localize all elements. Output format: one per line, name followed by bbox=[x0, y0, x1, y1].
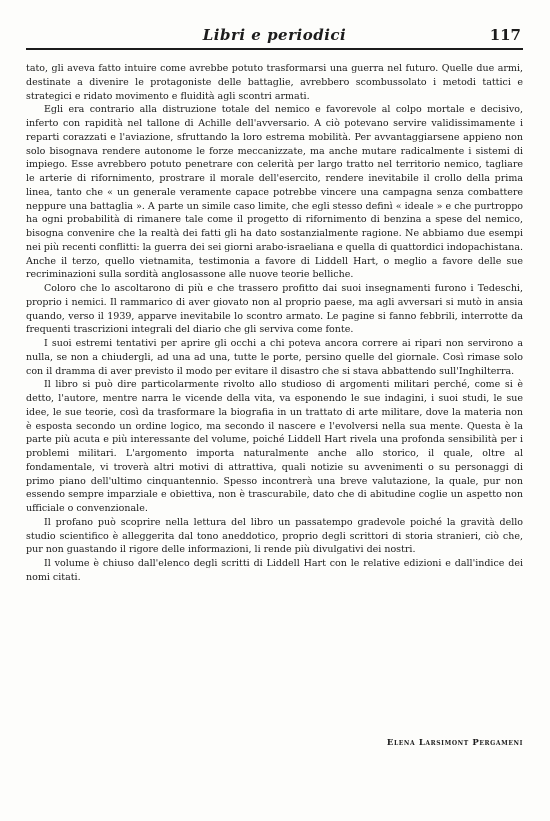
page-number: 117 bbox=[489, 26, 521, 44]
running-title: Libri e periodici bbox=[202, 26, 347, 44]
article-body bbox=[26, 62, 523, 585]
author-signature: Elena Larsimont Pergameni bbox=[386, 738, 523, 748]
paragraph: tato, gli aveva fatto intuire come avrebbe potuto trasformarsi una guerra nel futuro. Quelle due armi, destinate a divenire le protagoniste delle battaglie, avrebbero scombussolato i metodi tattici e strategici e ridato movimento e fluidità agli scontri armati. bbox=[26, 63, 523, 102]
paragraph: Egli era contrario alla distruzione totale del nemico e favorevole al colpo mortale e decisivo, inferto con rapidità nel tallone di Achille dell'avversario. A ciò potevano servire validissimamente i reparti corazzati e l'aviazione, sfruttando la loro estrema mobilità. Per avvantaggiarsene appieno non solo bisognava rendere autonome le forze meccanizzate, ma anche mutare radicalmente i sistemi di impiego. Esse avrebbero potuto penetrare con celerità per largo tratto nel territorio nemico, tagliare le arterie di rifornimento, prostrare il morale dell'esercito, rendere inevitabile il crollo della prima linea, tanto che « un generale veramente capace potrebbe vincere una campagna senza combattere neppure una battaglia ». A parte un simile caso limite, che egli stesso definì « ideale » e che purtroppo ha ogni probabilità di rimanere tale come il progetto di rifornimento di benzina a spese del nemico, bisogna convenire che la realtà dei fatti gli ha dato sostanzialmente ragione. Ne abbiamo due esempi nei più recenti conflitti: la guerra dei sei giorni arabo-israeliana e quella di quattordici indopachistana. Anche il terzo, quello vietnamita, testimonia a favore di Liddell Hart, o meglio a favore delle sue recriminazioni sulla sordità anglosassone alle nuove teorie belliche. bbox=[26, 104, 523, 281]
paragraph: Il libro si può dire particolarmente rivolto allo studioso di argomenti militari perché, come si è detto, l'autore, mentre narra le vicende della vita, va esponendo le sue indagini, i suoi studi, le sue idee, le sue teorie, così da trasformare la biografia in un trattato di arte militare, dove la materia non è esposta secondo un ordine logico, ma secondo il nascere e l'evolversi nella sua mente. Questa è la parte più acuta e più interessante del volume, poiché Liddell Hart rivela una profonda sensibilità per i problemi militari. L'argomento importa naturalmente anche allo storico, il quale, oltre al fondamentale, vi troverà altri motivi di attrattiva, quali notizie su avvenimenti o su personaggi di primo piano dell'ultimo cinquantennio. Spesso incontrerà una breve valutazione, la quale, pur non essendo sempre imparziale e obiettiva, non è trascurabile, dato che di abitudine coglie un aspetto non ufficiale o convenzionale. bbox=[26, 379, 523, 514]
paragraph: Il volume è chiuso dall'elenco degli scritti di Liddell Hart con le relative edizioni e dall'indice dei nomi citati. bbox=[26, 558, 523, 583]
paragraph: Coloro che lo ascoltarono di più e che trassero profitto dai suoi insegnamenti furono i Tedeschi, proprio i nemici. Il rammarico di aver giovato non al proprio paese, ma agli avversari si mutò in ansia quando, verso il 1939, apparve inevitabile lo scontro armato. Le pagine si fanno febbrili, interrotte da frequenti trascrizioni integrali del diario che gli serviva come fonte. bbox=[26, 283, 523, 336]
paragraph: I suoi estremi tentativi per aprire gli occhi a chi poteva ancora correre ai ripari non servirono a nulla, se non a chiudergli, ad una ad una, tutte le porte, persino quelle del giornale. Così rimase solo con il dramma di aver previsto il modo per evitare il disastro che si stava abbattendo sull'Inghilterra. bbox=[26, 338, 523, 377]
paragraph: Il profano può scoprire nella lettura del libro un passatempo gradevole poiché la gravità dello studio scientifico è alleggerita dal tono aneddotico, proprio degli scrittori di storia stranieri, ciò che, pur non guastando il rigore delle informazioni, li rende più divulgativi dei nostri. bbox=[26, 516, 523, 556]
page-header bbox=[26, 18, 523, 50]
